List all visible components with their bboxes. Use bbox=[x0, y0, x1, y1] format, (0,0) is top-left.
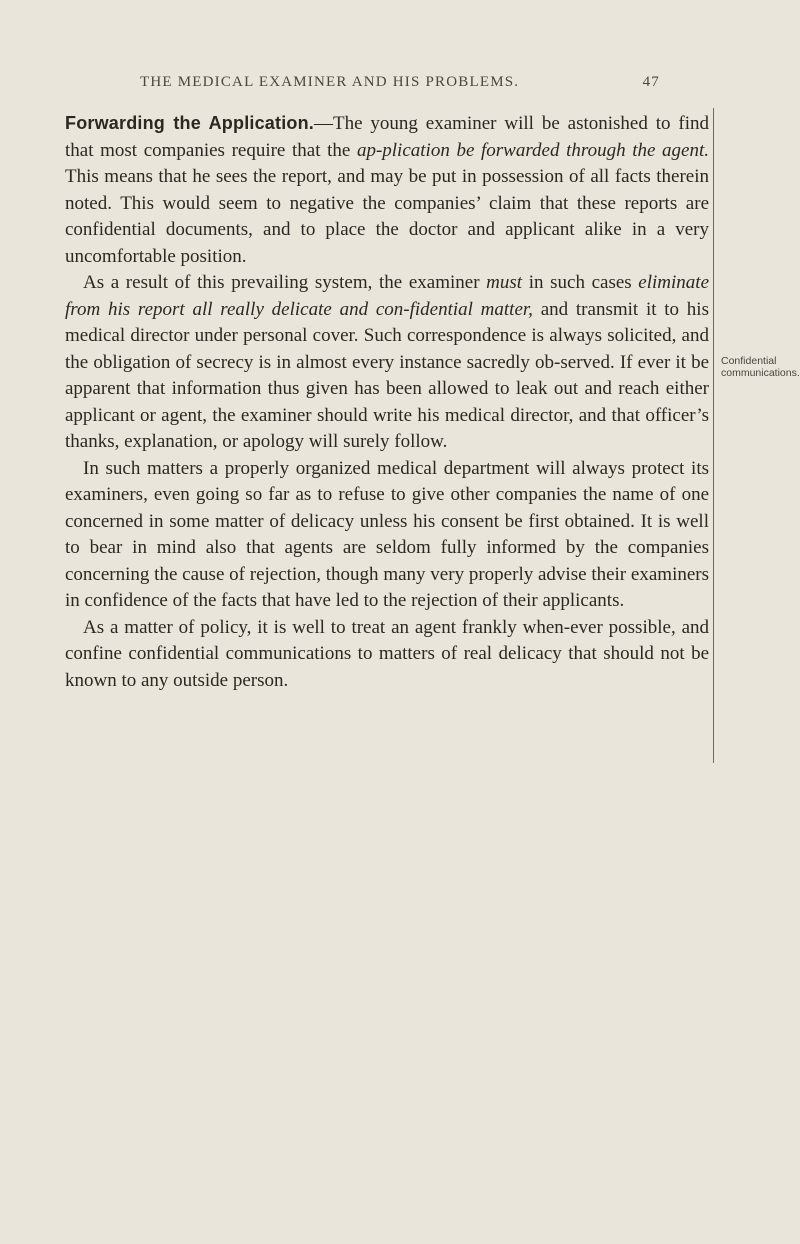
margin-note-line-1: Confidential bbox=[721, 355, 777, 367]
page-number: 47 bbox=[642, 74, 660, 90]
paragraph-2-text-c: and transmit it to his medical director under personal cover. Such correspondence is always solicited, and the obligation of secrecy is in almost every instance sacredly ob-served. If ever it be apparent that information thus given has been allowed to leak out and reach either applicant or agent, the examiner should write his medical director, and that officer’s thanks, explanation, or apology will surely follow. bbox=[65, 298, 709, 452]
paragraph-2-italic-2: eliminate from his report all really delicate and con-fidential matter, bbox=[65, 272, 709, 320]
paragraph-2-text-a: As a result of this prevailing system, the examiner bbox=[83, 272, 487, 293]
paragraph-1-italic: ap-plication be forwarded through the agent. bbox=[356, 139, 709, 161]
paragraph-3: In such matters a properly organized medical department will always protect its examiners, even going so far as to refuse to give other companies the name of one concerned in some matter of delicacy unless his consent be first obtained. It is well to bear in mind also that agents are seldom fully informed by the companies concerning the cause of rejection, though many very properly advise their examiners in confidence of the facts that have led to the rejection of their applicants. bbox=[65, 457, 709, 611]
margin-rule bbox=[713, 108, 714, 763]
main-text bbox=[65, 110, 709, 694]
paragraph-1-text-a: —The young examiner will be astonished to find that most companies require that the bbox=[65, 113, 709, 161]
margin-note-line-2: communications. bbox=[721, 367, 800, 379]
margin-note bbox=[721, 355, 799, 379]
paragraph-1-text-b: This means that he sees the report, and may be put in possession of all facts therein noted. This would seem to negative the companies’ claim that these reports are confidential documents, and to place the doctor and applicant alike in a very uncomfortable position. bbox=[65, 166, 709, 267]
paragraph-2-italic-1: must bbox=[486, 272, 523, 293]
section-heading: Forwarding the Application. bbox=[65, 113, 314, 133]
running-head-title: THE MEDICAL EXAMINER AND HIS PROBLEMS. bbox=[140, 74, 520, 90]
paragraph-2-text-b: in such cases bbox=[522, 272, 639, 293]
paragraph-2 bbox=[65, 270, 709, 456]
paragraph-1 bbox=[65, 110, 709, 270]
paragraph-4: As a matter of policy, it is well to treat an agent frankly when-ever possible, and confine confidential communications to matters of real delicacy that should not be known to any outside person. bbox=[65, 616, 709, 691]
